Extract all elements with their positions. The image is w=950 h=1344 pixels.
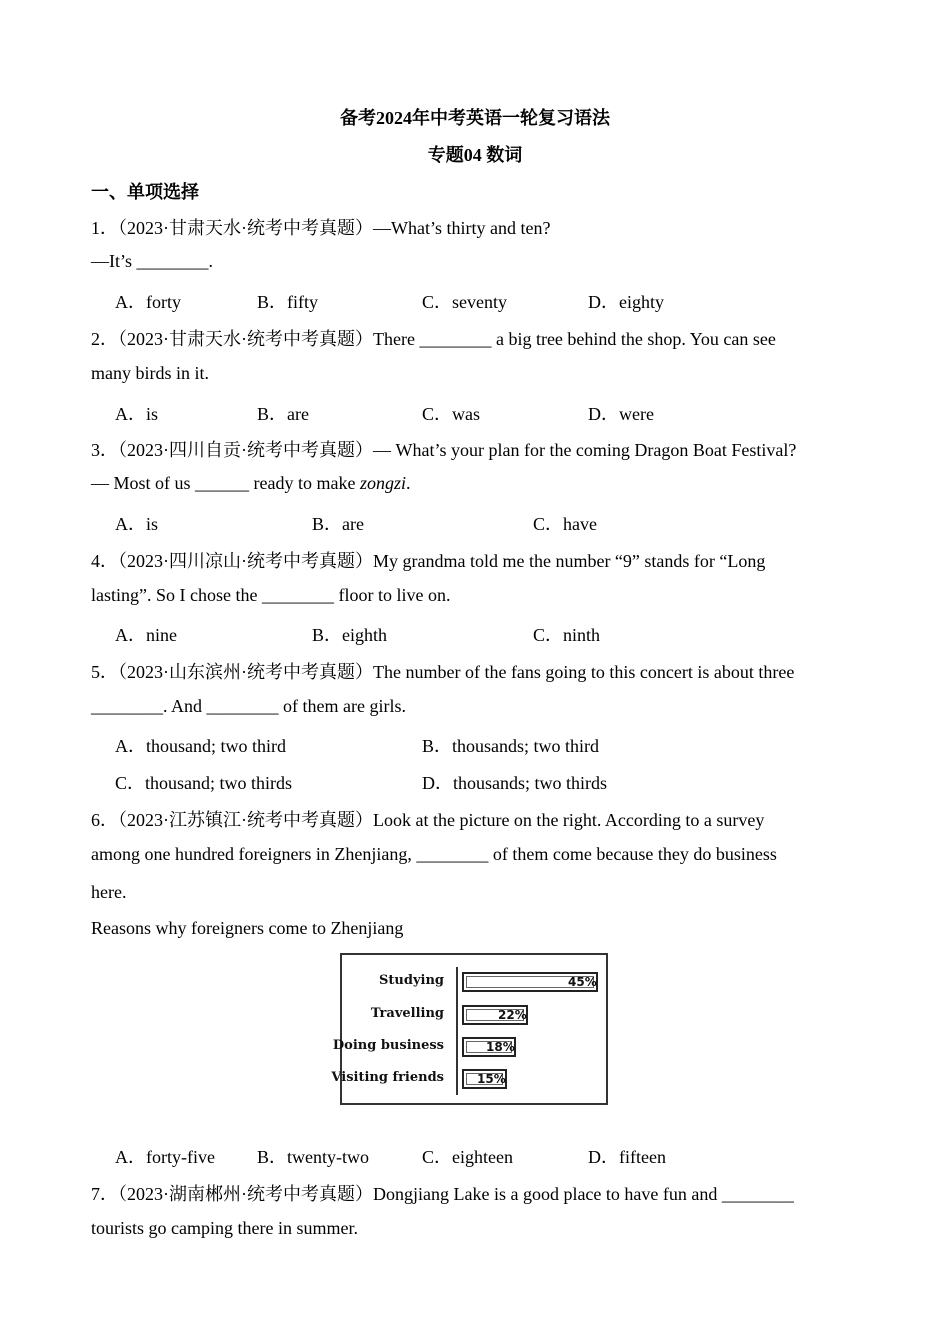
chart-value-label-studying: 45% [568, 975, 597, 989]
question-6-text-2: among one hundred foreigners in Zhenjiang, ________ of them come because they do business [91, 844, 777, 864]
chart-category-travelling: Travelling [370, 1006, 444, 1021]
question-2-option-c: C．was [422, 404, 480, 424]
question-7-text-2: tourists go camping there in summer. [91, 1218, 358, 1238]
question-6-option-c: C．eighteen [422, 1147, 513, 1167]
question-5-text-2: ________. And ________ of them are girls. [91, 696, 406, 716]
question-3-italic-word: zongzi [359, 473, 406, 493]
question-4-text: 4．（2023·四川凉山·统考中考真题）My grandma told me the number “9” stands for “Long [91, 551, 766, 571]
question-5-option-b: B．thousands; two third [422, 736, 600, 756]
question-6-option-b: B．twenty-two [257, 1147, 369, 1167]
chart-value-label-travelling: 22% [498, 1008, 527, 1022]
question-3-option-b: B．are [312, 514, 364, 534]
chart-axis-line [456, 967, 458, 1095]
question-5-text: 5．（2023·山东滨州·统考中考真题）The number of the fans going to this concert is about three [91, 662, 795, 682]
question-3-option-c: C．have [533, 514, 597, 534]
document-subtitle: 专题04 数词 [427, 145, 523, 165]
question-4-option-c: C．ninth [533, 625, 601, 645]
question-6-option-a: A．forty-five [115, 1147, 215, 1167]
chart-caption: Reasons why foreigners come to Zhenjiang [91, 918, 404, 938]
question-6-option-d: D．fifteen [588, 1147, 666, 1167]
chart-category-visiting-friends: Visiting friends [331, 1070, 444, 1085]
question-3-text-2 [91, 473, 410, 494]
question-2-option-b: B．are [257, 404, 309, 424]
question-1-option-c: C．seventy [422, 292, 507, 312]
question-2-option-a: A．is [115, 404, 159, 424]
question-5-option-a: A．thousand; two third [115, 736, 286, 756]
question-6-text-3: here. [91, 882, 127, 902]
question-3-option-a: A．is [115, 514, 159, 534]
document-title: 备考2024年中考英语一轮复习语法 [340, 108, 610, 128]
question-4-option-b: B．eighth [312, 625, 387, 645]
question-1-text: 1．（2023·甘肃天水·统考中考真题）—What’s thirty and ten? [91, 218, 551, 238]
question-7-text: 7．（2023·湖南郴州·统考中考真题）Dongjiang Lake is a good place to have fun and ________ [91, 1184, 794, 1204]
reasons-bar-chart [331, 953, 608, 1105]
question-1-text-2: —It’s ________. [91, 251, 214, 271]
question-1-option-b: B．fifty [257, 292, 318, 312]
question-2-text: 2．（2023·甘肃天水·统考中考真题）There ________ a big tree behind the shop. You can see [91, 329, 776, 349]
question-4-text-2: lasting”. So I chose the ________ floor to live on. [91, 585, 451, 605]
question-3-text-2-post: . [405, 473, 411, 493]
question-1-option-a: A．forty [115, 292, 181, 312]
question-2-text-2: many birds in it. [91, 363, 209, 383]
question-2-option-d: D．were [588, 404, 654, 424]
section-heading: 一、单项选择 [91, 182, 199, 202]
question-3-text-2-pre: — Most of us ______ ready to make [91, 473, 360, 493]
chart-value-label-doing-business: 18% [486, 1040, 515, 1054]
question-3-text: 3．（2023·四川自贡·统考中考真题）— What’s your plan for the coming Dragon Boat Festival? [91, 440, 797, 460]
chart-value-label-visiting-friends: 15% [477, 1072, 506, 1086]
question-1-option-d: D．eighty [588, 292, 664, 312]
chart-category-doing-business: Doing business [332, 1038, 444, 1053]
question-6-text: 6．（2023·江苏镇江·统考中考真题）Look at the picture on the right. According to a survey [91, 810, 765, 830]
question-5-option-c: C．thousand; two thirds [115, 773, 293, 793]
chart-category-studying: Studying [379, 973, 444, 988]
question-4-option-a: A．nine [115, 625, 177, 645]
question-5-option-d: D．thousands; two thirds [422, 773, 608, 793]
